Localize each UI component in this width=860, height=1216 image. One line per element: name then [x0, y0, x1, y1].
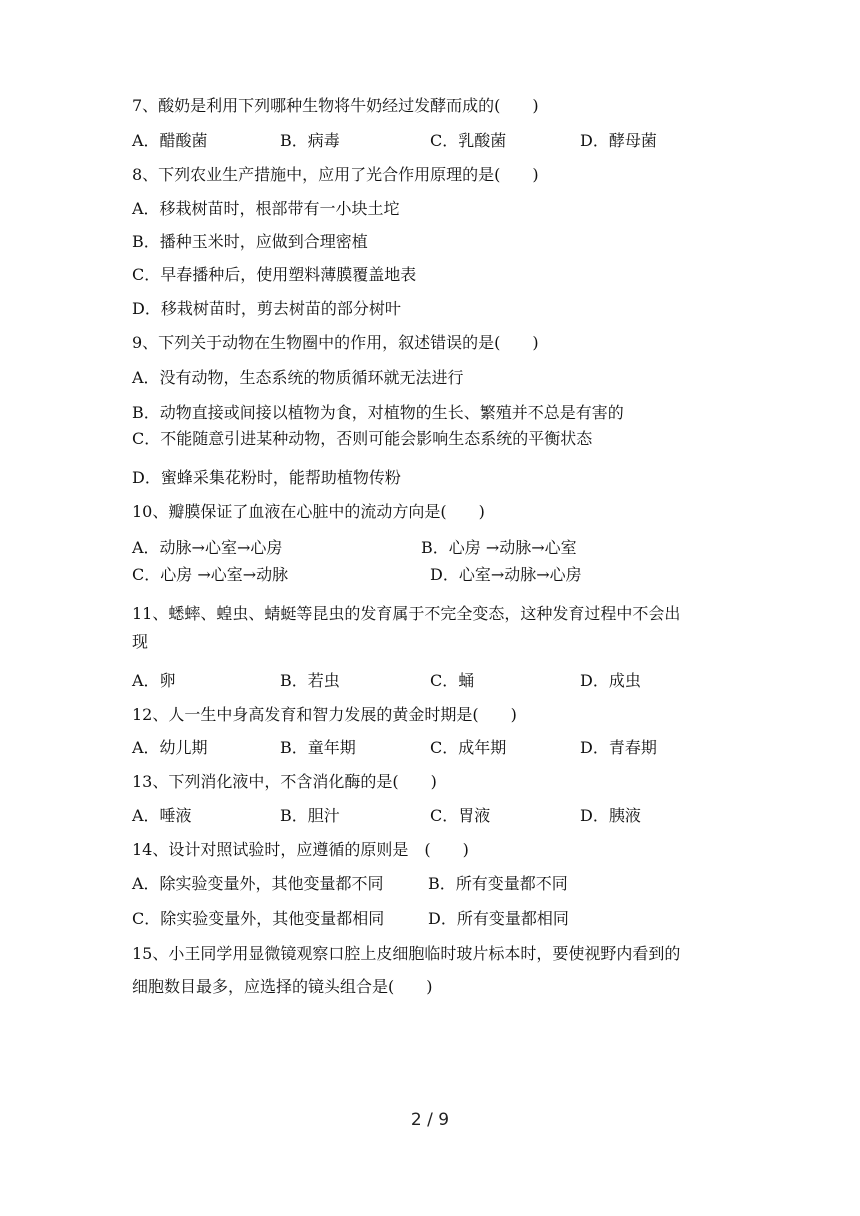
- question-10-option-d: D．心室→动脉→心房: [430, 565, 582, 584]
- question-8-stem: 8、下列农业生产措施中，应用了光合作用原理的是( ): [132, 165, 539, 184]
- question-8-option-b: B．播种玉米时，应做到合理密植: [132, 232, 368, 251]
- question-8-option-d: D．移栽树苗时，剪去树苗的部分树叶: [132, 299, 401, 318]
- question-11-stem-line-2: 现: [132, 632, 149, 651]
- question-7-stem: 7、酸奶是利用下列哪种生物将牛奶经过发酵而成的( ): [132, 96, 539, 115]
- question-13-stem: 13、下列消化液中，不含消化酶的是( ): [132, 772, 437, 791]
- question-11-option-a: A．卵: [132, 671, 176, 690]
- question-15-stem-line-2: 细胞数目最多，应选择的镜头组合是( ): [132, 977, 433, 996]
- question-9-option-c: C．不能随意引进某种动物，否则可能会影响生态系统的平衡状态: [132, 429, 593, 448]
- question-8-option-c: C．早春播种后，使用塑料薄膜覆盖地表: [132, 265, 417, 284]
- question-13-option-a: A．唾液: [132, 806, 192, 825]
- question-13-option-d: D．胰液: [580, 806, 641, 825]
- question-7-option-d: D．酵母菌: [580, 131, 657, 150]
- question-14-option-c: C．除实验变量外，其他变量都相同: [132, 909, 385, 928]
- question-9-stem: 9、下列关于动物在生物圈中的作用，叙述错误的是( ): [132, 333, 539, 352]
- question-7-option-a: A．醋酸菌: [132, 131, 208, 150]
- question-9-option-b: B．动物直接或间接以植物为食，对植物的生长、繁殖并不总是有害的: [132, 403, 624, 422]
- question-14-option-b: B．所有变量都不同: [428, 874, 568, 893]
- question-7-option-c: C．乳酸菌: [430, 131, 507, 150]
- question-11-option-c: C．蛹: [430, 671, 475, 690]
- question-13-option-b: B．胆汁: [280, 806, 340, 825]
- question-11-stem-line-1: 11、蟋蟀、蝗虫、蜻蜓等昆虫的发育属于不完全变态，这种发育过程中不会出: [132, 604, 681, 623]
- question-10-option-a: A．动脉→心室→心房: [132, 538, 283, 557]
- question-10-option-b: B．心房 →动脉→心室: [421, 538, 577, 557]
- question-7-option-b: B．病毒: [280, 131, 340, 150]
- question-10-option-c: C．心房 →心室→动脉: [132, 565, 289, 584]
- question-8-option-a: A．移栽树苗时，根部带有一小块土坨: [132, 199, 400, 218]
- question-11-option-b: B．若虫: [280, 671, 340, 690]
- question-15-stem-line-1: 15、小王同学用显微镜观察口腔上皮细胞临时玻片标本时，要使视野内看到的: [132, 944, 681, 963]
- question-14-stem: 14、设计对照试验时，应遵循的原则是 ( ): [132, 840, 469, 859]
- question-12-option-b: B．童年期: [280, 738, 356, 757]
- question-14-option-a: A．除实验变量外，其他变量都不同: [132, 874, 384, 893]
- question-9-option-a: A．没有动物，生态系统的物质循环就无法进行: [132, 368, 464, 387]
- question-12-option-a: A．幼儿期: [132, 738, 208, 757]
- question-14-option-d: D．所有变量都相同: [428, 909, 569, 928]
- question-9-option-d: D．蜜蜂采集花粉时，能帮助植物传粉: [132, 468, 401, 487]
- question-12-stem: 12、人一生中身高发育和智力发展的黄金时期是( ): [132, 705, 517, 724]
- question-12-option-d: D．青春期: [580, 738, 657, 757]
- question-13-option-c: C．胃液: [430, 806, 491, 825]
- question-10-stem: 10、瓣膜保证了血液在心脏中的流动方向是( ): [132, 502, 485, 521]
- question-11-option-d: D．成虫: [580, 671, 641, 690]
- question-12-option-c: C．成年期: [430, 738, 507, 757]
- page-number: 2 / 9: [410, 1110, 450, 1130]
